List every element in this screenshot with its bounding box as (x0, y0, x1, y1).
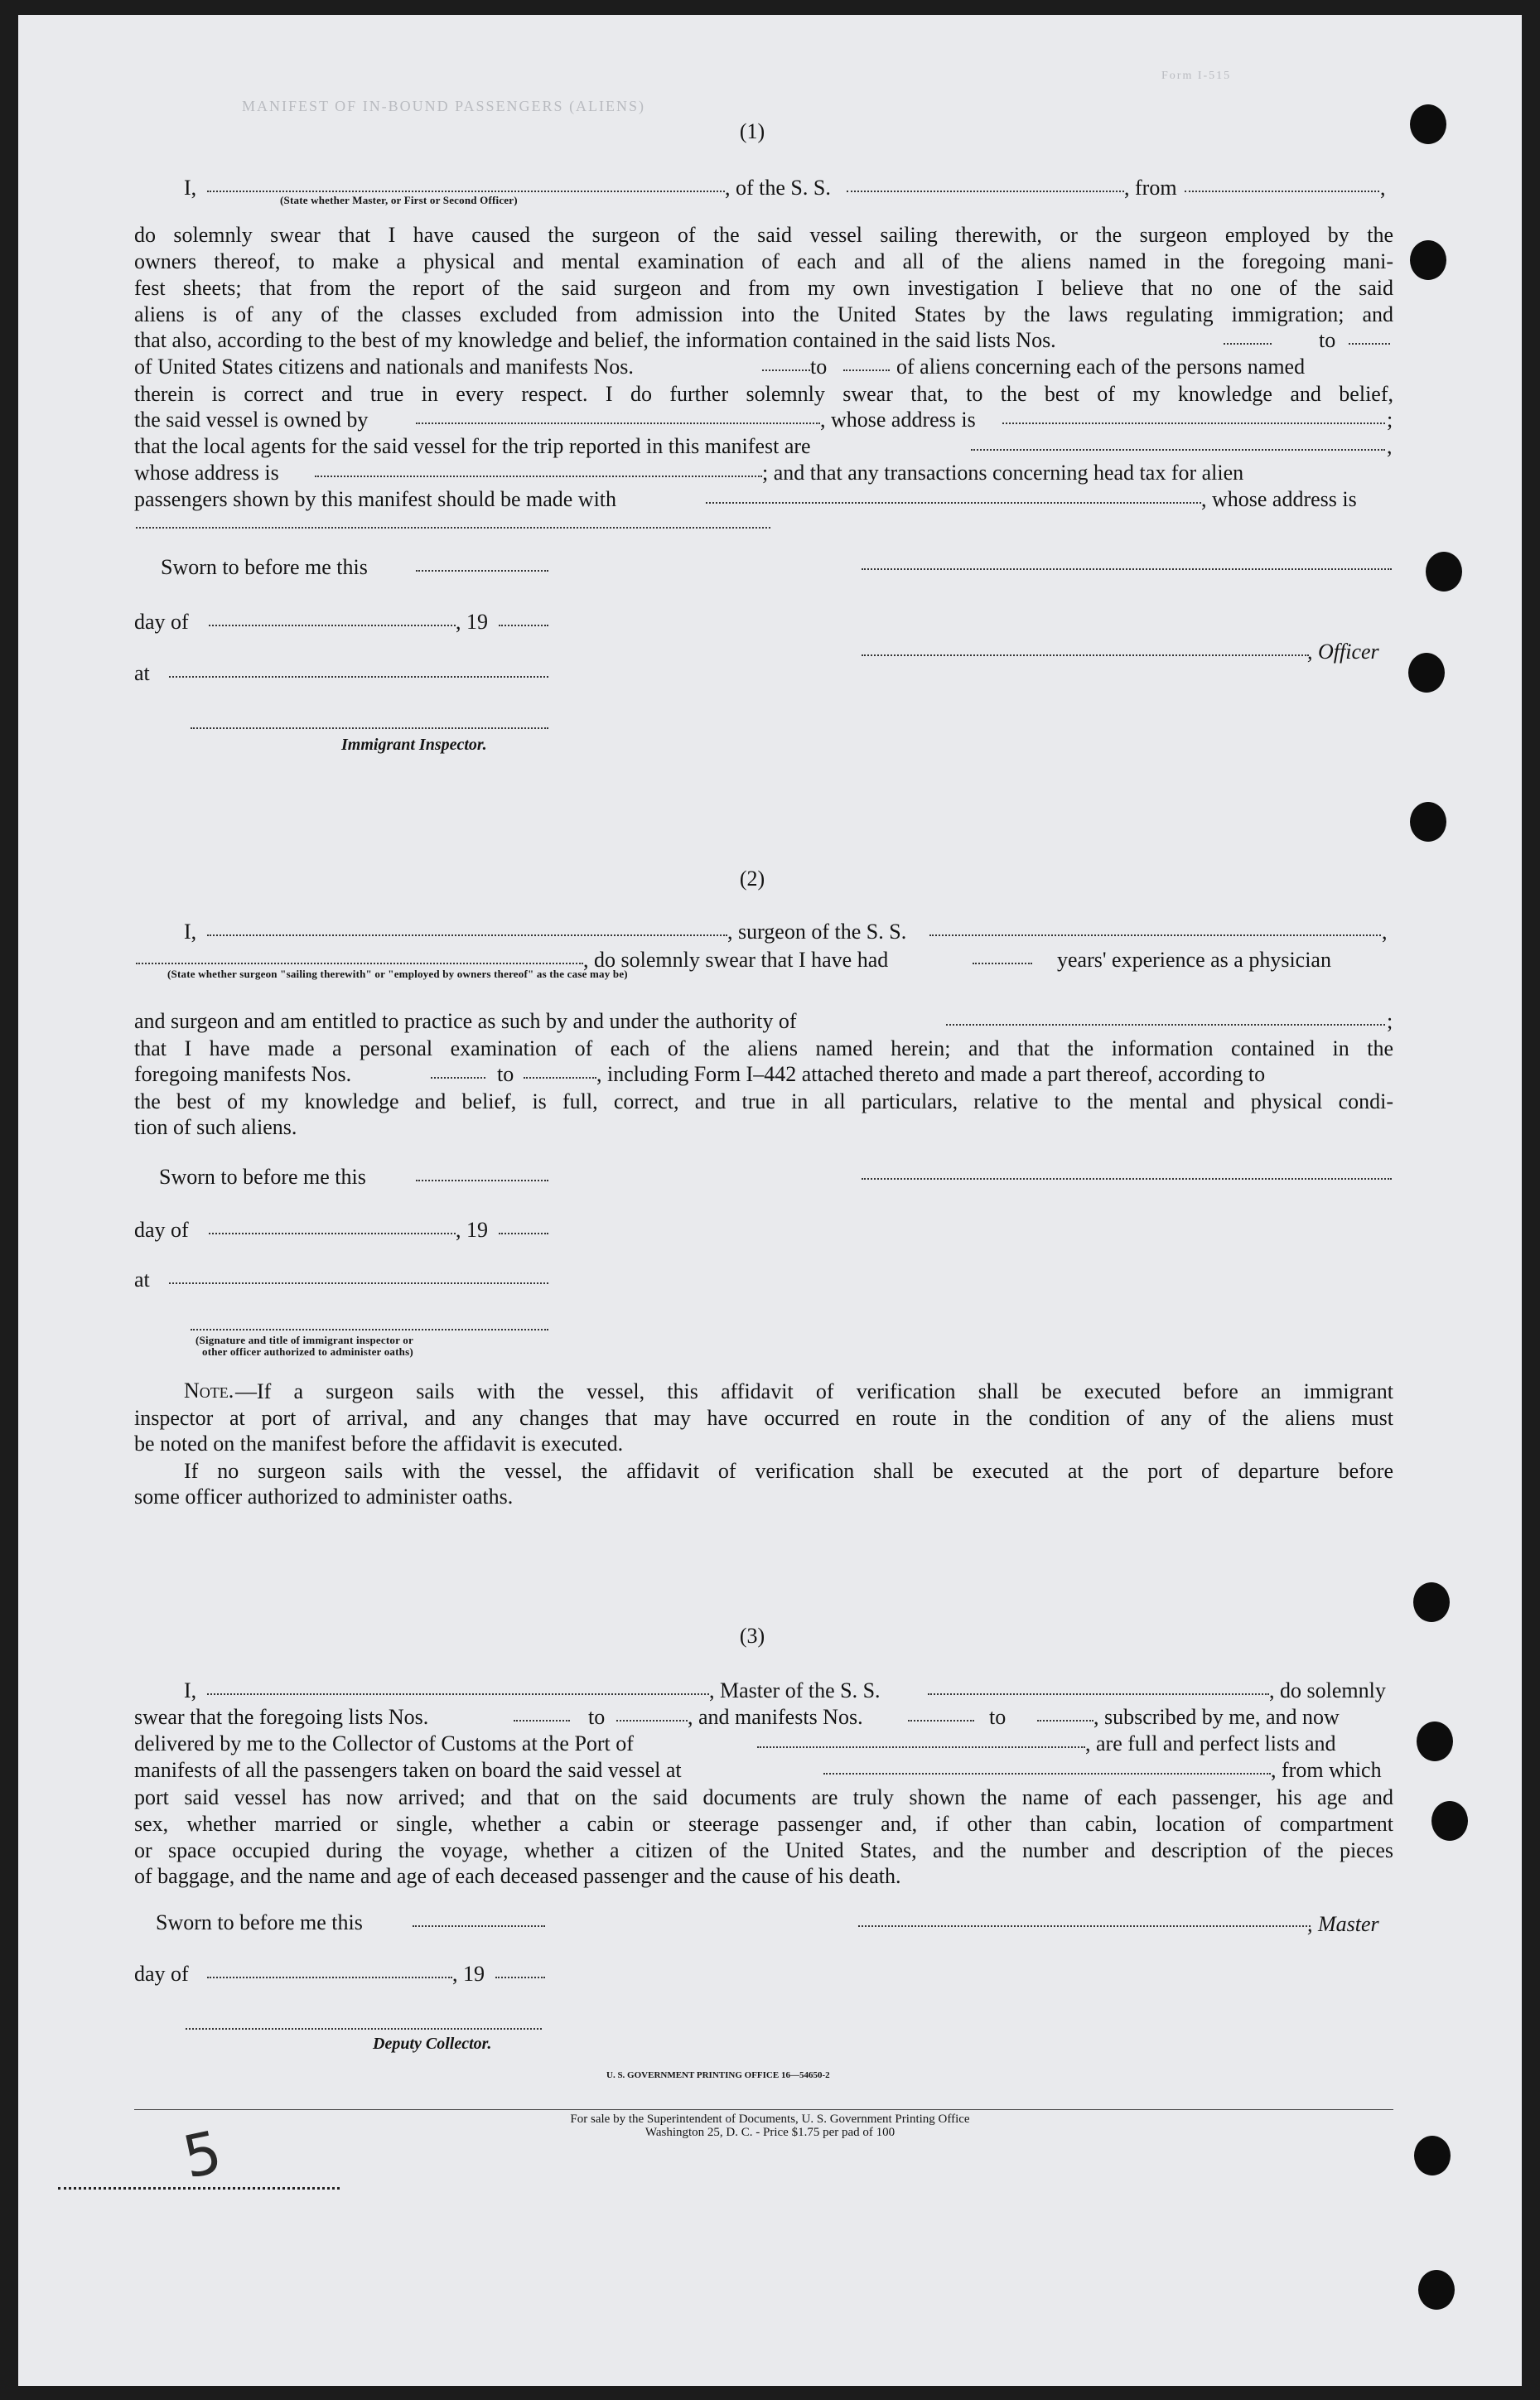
punch-hole (1426, 552, 1462, 592)
manifest-from-field[interactable] (762, 369, 810, 371)
s3-to-label: to (588, 1705, 606, 1729)
master-name-field[interactable] (207, 1693, 709, 1695)
s3-list-to-field[interactable] (616, 1720, 688, 1722)
dotted-margin-line (58, 2187, 340, 2190)
port-field[interactable] (757, 1746, 1085, 1748)
s3-body-line: port said vessel has now arrived; and that on the said documents are truly shown the name of each passenger, his age and (134, 1785, 1393, 1809)
s1-body-line: that the local agents for the said vessel for the trip reported in this manifest are (134, 434, 811, 458)
s1-officer-title-line[interactable] (862, 654, 1309, 656)
s1-officer-signature-line[interactable] (862, 568, 1392, 570)
collector-label: Deputy Collector. (373, 2035, 492, 2053)
s3-do-solemnly: , do solemnly (1269, 1678, 1386, 1702)
faint-form-number: Form I-515 (1161, 70, 1232, 82)
s1-sworn-label: Sworn to before me this (161, 555, 368, 579)
punch-hole (1410, 104, 1446, 144)
officer-note: (State whether Master, or First or Second Officer) (280, 194, 518, 206)
note-line: —If a surgeon sails with the vessel, this affidavit of verification shall be executed before an immigrant (235, 1379, 1393, 1403)
boarding-port-field[interactable] (823, 1773, 1271, 1775)
s2-surgeon-of: , surgeon of the S. S. (727, 920, 907, 944)
s2-years-text: years' experience as a physician (1057, 948, 1331, 972)
s1-body-line: do solemnly swear that I have caused the surgeon of the said vessel sailing therewith, or the surgeon employed by the (134, 223, 1393, 247)
s2-day-of-label: day of (134, 1218, 189, 1242)
local-agents-field[interactable] (971, 449, 1385, 451)
section-2-number: (2) (739, 867, 765, 891)
citizen-list-to-field[interactable] (1349, 343, 1390, 345)
s2-to-label: to (497, 1062, 514, 1086)
citizen-list-from-field[interactable] (1224, 343, 1272, 345)
s2-at-label: at (134, 1268, 150, 1292)
s3-year-label: , 19 (452, 1962, 485, 1986)
s1-body-line: the said vessel is owned by (134, 408, 369, 432)
s3-i-label: I, (184, 1678, 197, 1702)
s1-body-line: fest sheets; that from the report of the said surgeon and from my own investigation I believe that no one of the said (134, 276, 1393, 300)
s2-manifest-to-field[interactable] (524, 1077, 596, 1079)
s3-body-line: or space occupied during the voyage, whether a citizen of the United States, and the number and description of the pieces (134, 1838, 1393, 1862)
collector-signature-line[interactable] (186, 2028, 542, 2030)
s3-master-label: , Master (1307, 1912, 1379, 1936)
s3-list-from-field[interactable] (514, 1720, 570, 1722)
manifest-to-field[interactable] (843, 369, 890, 371)
owner-address-field[interactable] (1002, 423, 1385, 424)
vessel-owner-field[interactable] (416, 423, 820, 424)
surgeon-signature-line[interactable] (862, 1178, 1392, 1180)
s2-vessel-name-field[interactable] (929, 934, 1381, 936)
s2-do-solemnly: , do solemnly swear that I have had (583, 948, 889, 972)
punch-hole (1414, 2136, 1451, 2175)
s3-manifests-text: , and manifests Nos. (688, 1705, 863, 1729)
s1-body-line: owners thereof, to make a physical and mental examination of each and all of the aliens named in the foregoing mani- (134, 249, 1393, 273)
s3-day-of-label: day of (134, 1962, 189, 1986)
note-label: Note. (184, 1379, 234, 1403)
handwritten-mark: 5 (176, 2118, 228, 2192)
s3-body-line: of baggage, and the name and age of each deceased passenger and the cause of his death. (134, 1864, 901, 1888)
s1-body-line: aliens is of any of the classes excluded from admission into the United States by the laws regulating immigration; and (134, 302, 1393, 326)
head-tax-address-field[interactable] (136, 527, 770, 529)
punch-hole (1410, 802, 1446, 842)
s1-aliens-text: of aliens concerning each of the persons named (896, 355, 1306, 379)
punch-hole (1417, 1722, 1453, 1761)
note-line: be noted on the manifest before the affidavit is executed. (134, 1432, 624, 1456)
s1-whose-address-end: , whose address is (1201, 487, 1357, 511)
s1-year-field[interactable] (499, 625, 548, 626)
s2-year-label: , 19 (456, 1218, 488, 1242)
s3-from-which-text: , from which (1271, 1758, 1382, 1782)
s1-at-label: at (134, 661, 150, 685)
s3-delivered-text: delivered by me to the Collector of Customs at the Port of (134, 1731, 634, 1755)
s2-manifest-from-field[interactable] (431, 1077, 485, 1079)
s1-body-line: of United States citizens and nationals and manifests Nos. (134, 355, 634, 379)
head-tax-party-field[interactable] (706, 502, 1201, 504)
s3-manifest-from-field[interactable] (908, 1720, 974, 1722)
s3-month-field[interactable] (207, 1977, 452, 1978)
note-line: inspector at port of arrival, and any changes that may have occurred en route in the condition of any of the aliens must (134, 1406, 1393, 1430)
punch-hole (1431, 1801, 1468, 1841)
master-signature-line[interactable] (858, 1925, 1311, 1927)
agent-address-field[interactable] (315, 476, 762, 477)
s2-personal-exam-text: that I have made a personal examination of each of the aliens named herein; and that the information contained in the (134, 1036, 1393, 1060)
s3-subscribed-text: , subscribed by me, and now (1093, 1705, 1340, 1729)
no-surgeon-line: If no surgeon sails with the vessel, the affidavit of verification shall be executed at the port of departure before (184, 1459, 1393, 1483)
s2-at-place-field[interactable] (169, 1282, 548, 1284)
s1-day-of-label: day of (134, 610, 189, 634)
no-surgeon-line: some officer authorized to administer oaths. (134, 1485, 514, 1509)
s2-including-text: , including Form I–442 attached thereto and made a part thereof, according to (596, 1062, 1266, 1086)
officer-name-field[interactable] (207, 191, 725, 192)
s3-sworn-day-field[interactable] (413, 1925, 545, 1927)
surgeon-note: (State whether surgeon "sailing therewith" or "employed by owners thereof" as the case may be) (167, 968, 628, 980)
s1-officer-label: , Officer (1307, 640, 1379, 664)
sale-line-1: For sale by the Superintendent of Documents, U. S. Government Printing Office (570, 2113, 970, 2126)
form-sheet: MANIFEST OF IN-BOUND PASSENGERS (ALIENS) Form I-515 (1) I, , of the S. S. , from , (State whether Master, or First or Second Officer) do solemnly swear that I have caused the surgeon of the said vessel sailing therewith, or the surgeon employed by the owners thereof, to make a physical and mental examination of each and all of the aliens named in the foregoing mani- fest sheets; that from the report of the said surgeon and from my own investigation I believe that no one of the said aliens is of any of the classes excluded from admission into the United States by the laws regulating immigration; and that also, according to the best of my knowledge and belief, the information contained in the said lists Nos. to of United States citizens and nationals and manifests Nos. to of aliens concerning each of the persons named therein is correct and true in every respect. I do further solemnly swear that, to the best of my knowledge and belief, the said vessel is owned by , whose address is ; that the local agents for the said vessel for the trip reported in this manifest are , whose address is ; and that any transactions concerning head tax for alien passengers shown by this manifest should be made with , whose address is Sworn to before me this day of , 19 , Officer at Immigrant Inspector. (2) I, , surgeon of the S. S. , , do solemnly swear that I have had years' experience as a physician (State whether surgeon "sailing therewith" or "employed by owners thereof" as the case may be) and surgeon and am entitled to practice as such by and under the authority of ; that I have made a personal examination of each of the aliens named herein; and that the information contained in the foregoing manifests Nos. to , including Form I–442 attached thereto and made a part thereof, according to the best of my knowledge and belief, is full, correct, and true in all particulars, relative to the mental and physical condi- tion of such aliens. Sworn to before me this day of , 19 at (Signature and title of immigrant inspector or other officer authorized to administer oaths) Note. —If a surgeon sails with the vessel, this affidavit of verification shall be executed before an immigrant inspector at port of arrival, and any changes that may have occurred en route in the condition of any of the aliens must be noted on the manifest before the affidavit is executed. If no surgeon sails with the vessel, the affidavit of verification shall be executed at the port of departure before some officer authorized to administer oaths. (3) I, , Master of the S. S. , do solemnly swear that the foregoing lists Nos. to , and manifests Nos. to , subscribed by me, and now delivered by me to the Collector of Customs at the Port of , are full and perfect lists and manifests of all the passengers taken on board the said vessel at , from which port said vessel has now arrived; and that on the said documents are truly shown the name of each passenger, his age and sex, whether married or single, whether a cabin or steerage passenger and, if other than cabin, location of compartment or space occupied during the voyage, whether a citizen of the United States, and the number and description of the pieces of baggage, and the name and age of each deceased passenger and the cause of his death. Sworn to before me this , Master day of , 19 Deputy Collector. U. S. GOVERNMENT PRINTING OFFICE 16—54650-2 For sale by the Superintendent of Documents, U. S. Government Printing Office Washington 25, D. C. - Price $1.75 per pad of 100 5 (18, 15, 1522, 2386)
s2-year-field[interactable] (499, 1233, 548, 1234)
s3-full-perfect-text: , are full and perfect lists and (1085, 1731, 1336, 1755)
s1-month-field[interactable] (209, 625, 456, 626)
s1-from-label: , from (1124, 176, 1177, 200)
surgeon-name-field[interactable] (207, 934, 727, 936)
s1-vessel-name-field[interactable] (847, 191, 1124, 192)
s2-sworn-label: Sworn to before me this (159, 1165, 366, 1189)
surgeon-status-field[interactable] (136, 963, 583, 964)
s1-inspector-signature-line[interactable] (191, 727, 548, 729)
s1-to-label: to (810, 355, 828, 379)
s3-manifest-to-field[interactable] (1037, 1720, 1093, 1722)
sale-line-2: Washington 25, D. C. - Price $1.75 per pad of 100 (644, 2126, 896, 2139)
s1-from-port-field[interactable] (1185, 191, 1379, 192)
s2-sworn-day-field[interactable] (416, 1180, 548, 1181)
s2-tion-text: tion of such aliens. (134, 1115, 297, 1139)
section-1-number: (1) (739, 119, 765, 143)
s3-manifests-all-text: manifests of all the passengers taken on board the said vessel at (134, 1758, 682, 1782)
years-experience-field[interactable] (973, 963, 1032, 964)
s1-body-line: whose address is (134, 461, 279, 485)
s1-of-the-ss: , of the S. S. (725, 176, 831, 200)
s1-whose-address: , whose address is (820, 408, 976, 432)
s1-head-tax-text: ; and that any transactions concerning head tax for alien (762, 461, 1244, 485)
s1-to-label: to (1319, 328, 1336, 352)
s3-body-line: sex, whether married or single, whether a cabin or steerage passenger and, if other than cabin, location of compartment (134, 1812, 1393, 1836)
s3-vessel-name-field[interactable] (928, 1693, 1269, 1695)
s1-at-place-field[interactable] (169, 676, 548, 678)
s3-swear-text: swear that the foregoing lists Nos. (134, 1705, 429, 1729)
s2-best-text: the best of my knowledge and belief, is full, correct, and true in all particulars, relative to the mental and physical condi- (134, 1089, 1393, 1113)
authority-field[interactable] (946, 1024, 1385, 1026)
s1-body-line: passengers shown by this manifest should be made with (134, 487, 617, 511)
s2-authority-text: and surgeon and am entitled to practice as such by and under the authority of (134, 1009, 797, 1033)
s2-inspector-signature-line[interactable] (191, 1329, 548, 1330)
s1-body-line: therein is correct and true in every respect. I do further solemnly swear that, to the best of my knowledge and belief, (134, 382, 1393, 406)
s1-i-label: I, (184, 176, 197, 200)
s1-year-label: , 19 (456, 610, 488, 634)
s1-inspector-label: Immigrant Inspector. (341, 736, 487, 754)
s3-year-field[interactable] (495, 1977, 545, 1978)
footer-rule (134, 2109, 1393, 2110)
s2-i-label: I, (184, 920, 197, 944)
punch-hole (1408, 653, 1445, 693)
s2-foregoing-text: foregoing manifests Nos. (134, 1062, 352, 1086)
s1-sworn-day-field[interactable] (416, 570, 548, 572)
punch-hole (1418, 2270, 1455, 2310)
s3-master-of: , Master of the S. S. (709, 1678, 881, 1702)
s3-to-label-2: to (989, 1705, 1007, 1729)
s2-sig-note-2: other officer authorized to administer oaths) (202, 1345, 413, 1358)
printing-office: U. S. GOVERNMENT PRINTING OFFICE 16—54650-2 (606, 2070, 830, 2080)
s1-body-line: that also, according to the best of my knowledge and belief, the information contained in the said lists Nos. (134, 328, 1056, 352)
faint-header-text: MANIFEST OF IN-BOUND PASSENGERS (ALIENS) (242, 98, 646, 114)
s2-month-field[interactable] (209, 1233, 456, 1234)
punch-hole (1410, 240, 1446, 280)
s3-sworn-label: Sworn to before me this (156, 1910, 363, 1934)
section-3-number: (3) (739, 1624, 765, 1648)
s2-sig-note-1: (Signature and title of immigrant inspector or (196, 1334, 413, 1346)
punch-hole (1413, 1582, 1450, 1622)
